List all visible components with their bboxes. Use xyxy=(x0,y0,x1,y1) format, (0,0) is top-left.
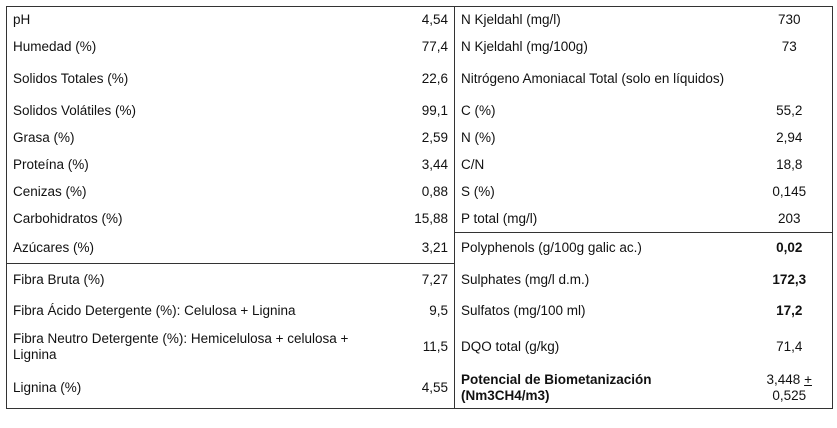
row-label: Azúcares (%) xyxy=(13,239,95,255)
row-value: 172,3 xyxy=(772,271,807,287)
row-label: Polyphenols (g/100g galic ac.) xyxy=(455,233,747,264)
row-label: N (%) xyxy=(461,130,496,145)
row-label: C (%) xyxy=(461,103,496,118)
row-label: Fibra Bruta (%) xyxy=(7,264,390,296)
row-value: 730 xyxy=(777,12,801,28)
table-row xyxy=(7,98,833,125)
table-row xyxy=(7,233,833,264)
row-label: Humedad (%) xyxy=(13,39,97,54)
row-label: Fibra Neutro Detergente (%): Hemicelulosa + celulosa + Lignina xyxy=(13,330,349,362)
row-value: 73 xyxy=(781,39,797,54)
table-row xyxy=(7,296,833,326)
row-label: Carbohidratos (%) xyxy=(13,211,123,226)
row-label: C/N xyxy=(461,157,485,172)
row-label: Nitrógeno Amoniacal Total (solo en líquidos) xyxy=(461,71,725,86)
row-value: 17,2 xyxy=(776,302,803,318)
table-row xyxy=(7,326,833,368)
row-value: 3,44 xyxy=(390,152,455,179)
row-label: Sulfatos (mg/100 ml) xyxy=(461,302,586,318)
row-value: 2,94 xyxy=(776,130,803,145)
row-label: Lignina (%) xyxy=(13,379,82,395)
row-label: Fibra Ácido Detergente (%): Celulosa + Lignina xyxy=(13,302,296,318)
table-row xyxy=(7,34,833,61)
row-value: 2,59 xyxy=(390,125,455,152)
data-table xyxy=(6,6,833,409)
row-label: Potencial de Biometanización (Nm3CH4/m3) xyxy=(461,371,652,403)
row-value: 22,6 xyxy=(390,61,455,98)
row-label: Cenizas (%) xyxy=(13,184,87,199)
row-value: 55,2 xyxy=(776,103,803,118)
plus-minus-sign: + xyxy=(804,371,812,387)
row-value: 99,1 xyxy=(390,98,455,125)
row-value xyxy=(747,368,833,409)
table-row xyxy=(7,206,833,233)
row-value: 18,8 xyxy=(776,157,803,172)
row-value: 4,55 xyxy=(390,368,455,409)
row-label: P total (mg/l) xyxy=(461,210,538,226)
row-value: 4,54 xyxy=(390,7,455,34)
row-label: Solidos Totales (%) xyxy=(13,71,129,86)
row-value: 9,5 xyxy=(390,296,455,326)
row-label: N Kjeldahl (mg/100g) xyxy=(461,39,588,54)
table-row xyxy=(7,264,833,296)
row-label: Sulphates (mg/l d.m.) xyxy=(461,271,590,287)
table-row xyxy=(7,179,833,206)
table-row xyxy=(7,7,833,34)
table-row xyxy=(7,61,833,98)
table-row xyxy=(7,152,833,179)
row-label: DQO total (g/kg) xyxy=(461,338,560,354)
row-label: Grasa (%) xyxy=(13,130,75,145)
table-row xyxy=(7,368,833,409)
row-label: S (%) xyxy=(461,184,495,199)
value-uncertainty: 0,525 xyxy=(772,387,807,403)
row-value: 77,4 xyxy=(390,34,455,61)
row-value: 71,4 xyxy=(776,338,803,354)
row-value: 3,21 xyxy=(390,233,455,264)
row-value: 0,02 xyxy=(747,233,833,264)
row-value: 11,5 xyxy=(390,326,455,368)
row-label: N Kjeldahl (mg/l) xyxy=(461,12,561,28)
value-main: 3,448 xyxy=(766,371,801,387)
row-value xyxy=(747,61,833,98)
row-value: 0,145 xyxy=(772,184,807,199)
row-value: 15,88 xyxy=(390,206,455,233)
row-value: 203 xyxy=(777,210,801,226)
row-label: Proteína (%) xyxy=(13,157,89,172)
table-row xyxy=(7,125,833,152)
row-value: 7,27 xyxy=(390,264,455,296)
row-value: 0,88 xyxy=(390,179,455,206)
row-label: pH xyxy=(13,12,31,28)
row-label: Solidos Volátiles (%) xyxy=(13,103,137,118)
